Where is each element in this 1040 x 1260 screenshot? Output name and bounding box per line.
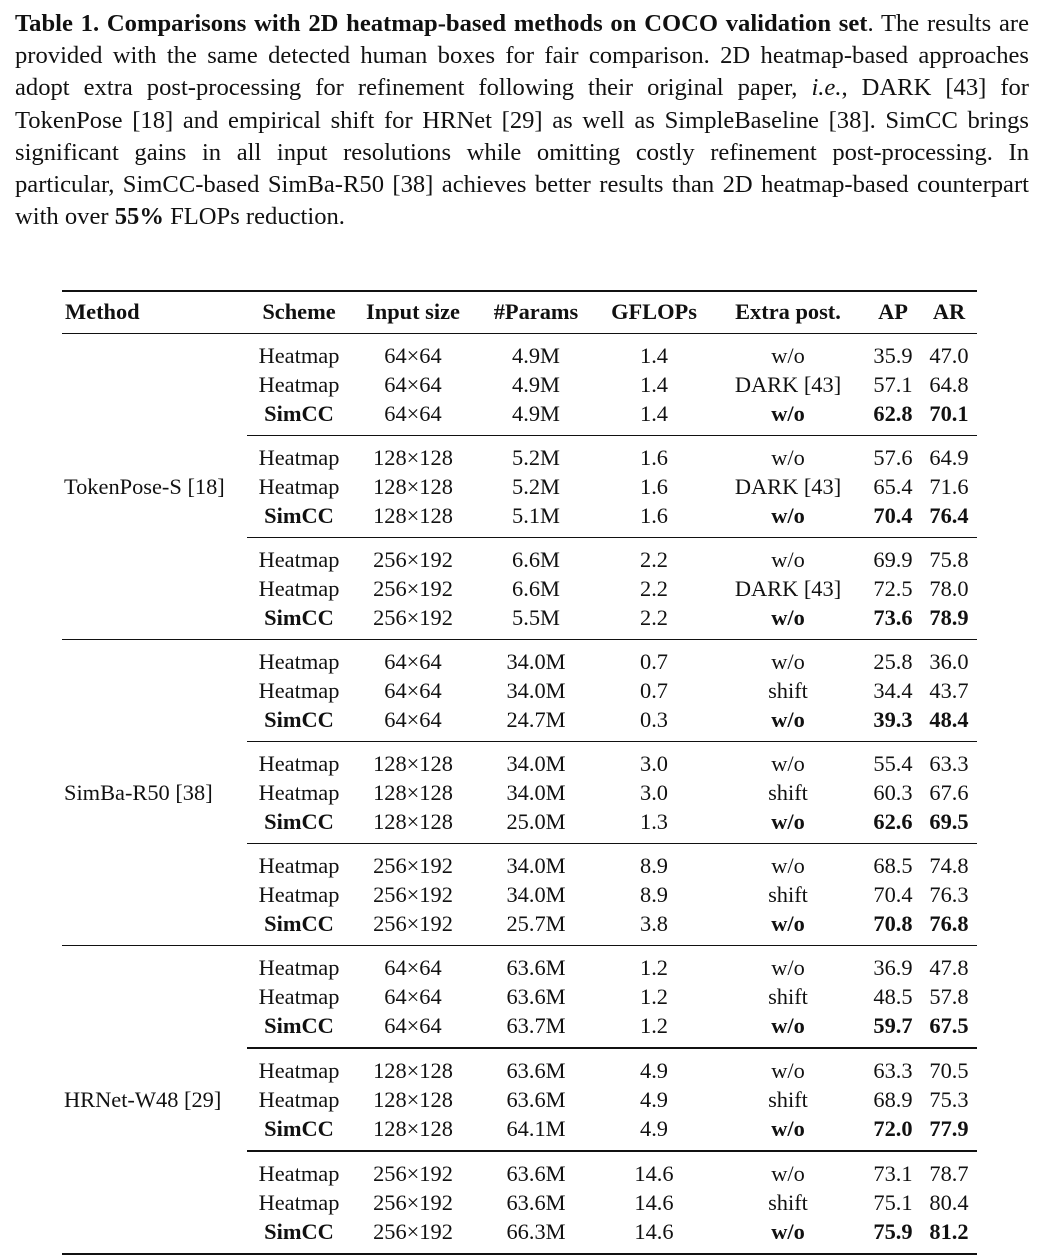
gflops-cell: 1.4 [640, 342, 668, 368]
extra-post-cell: w/o [711, 909, 865, 946]
extra-post-cell: w/o [711, 1011, 865, 1048]
scheme-cell: Heatmap [258, 750, 340, 776]
ar-cell: 67.6 [929, 779, 969, 805]
table-row [62, 945, 977, 982]
params-cell: 6.6M [512, 546, 560, 572]
ap-cell: 72.5 [873, 575, 913, 601]
extra-post-cell: shift [768, 983, 808, 1009]
params-cell: 66.3M [475, 1217, 597, 1254]
extra-post-cell: w/o [711, 501, 865, 538]
params-cell: 4.9M [512, 342, 560, 368]
caption-text-3: FLOPs reduction. [163, 203, 345, 231]
ar-cell: 70.1 [921, 399, 977, 436]
gflops-cell: 1.2 [597, 1011, 711, 1048]
input-size-cell: 128×128 [351, 1114, 475, 1151]
extra-post-cell: w/o [771, 852, 805, 878]
input-size-cell: 64×64 [384, 342, 442, 368]
gflops-cell: 1.6 [640, 473, 668, 499]
extra-post-cell: w/o [771, 1057, 805, 1083]
ap-cell: 72.0 [865, 1114, 921, 1151]
method-name: SimBa-R50 [38] [62, 639, 247, 945]
input-size-cell: 128×128 [351, 501, 475, 538]
caption-percentage: 55% [114, 203, 164, 231]
scheme-cell: Heatmap [258, 881, 340, 907]
ar-cell: 69.5 [921, 807, 977, 844]
input-size-cell: 128×128 [351, 807, 475, 844]
params-cell: 25.0M [475, 807, 597, 844]
input-size-cell: 256×192 [373, 575, 453, 601]
ap-cell: 35.9 [873, 342, 913, 368]
params-cell: 34.0M [506, 677, 566, 703]
table-caption [15, 8, 1029, 233]
input-size-cell: 256×192 [351, 603, 475, 640]
input-size-cell: 64×64 [384, 677, 442, 703]
extra-post-cell: w/o [771, 648, 805, 674]
ap-cell: 70.4 [873, 881, 913, 907]
header-method: Method [62, 291, 247, 333]
params-cell: 34.0M [506, 648, 566, 674]
header-gflops: GFLOPs [597, 291, 711, 333]
caption-text-2: , DARK [43] for TokenPose [18] and empirical shift for HRNet [29] as well as SimpleBaseline [38]. SimCC brings significant gains in all input resolutions while omitting costly refinement post-processing. In particular, SimCC-based SimBa-R50 [38] achieves better results than 2D heatmap-based counterpart with over [15, 74, 1030, 231]
ar-cell: 80.4 [929, 1189, 969, 1215]
input-size-cell: 64×64 [351, 399, 475, 436]
gflops-cell: 8.9 [640, 881, 668, 907]
input-size-cell: 64×64 [384, 371, 442, 397]
scheme-cell: Heatmap [258, 677, 340, 703]
scheme-cell: Heatmap [258, 1160, 340, 1186]
ap-cell: 62.6 [865, 807, 921, 844]
scheme-cell: Heatmap [258, 648, 340, 674]
extra-post-cell: w/o [771, 342, 805, 368]
ap-cell: 70.4 [865, 501, 921, 538]
gflops-cell: 1.2 [640, 954, 668, 980]
ar-cell: 76.8 [921, 909, 977, 946]
extra-post-cell: shift [768, 881, 808, 907]
ap-cell: 34.4 [873, 677, 913, 703]
scheme-cell: Heatmap [258, 473, 340, 499]
ar-cell: 70.5 [929, 1057, 969, 1083]
extra-post-cell: w/o [771, 546, 805, 572]
header-ap: AP [865, 291, 921, 333]
input-size-cell: 128×128 [373, 1057, 453, 1083]
extra-post-cell: shift [768, 677, 808, 703]
ar-cell: 47.0 [929, 342, 969, 368]
input-size-cell: 256×192 [351, 909, 475, 946]
scheme-cell: Heatmap [258, 342, 340, 368]
extra-post-cell: w/o [711, 807, 865, 844]
extra-post-cell: w/o [771, 1160, 805, 1186]
scheme-cell: Heatmap [258, 1057, 340, 1083]
method-block [62, 639, 977, 945]
ap-cell: 73.1 [873, 1160, 913, 1186]
gflops-cell: 4.9 [640, 1057, 668, 1083]
scheme-cell: Heatmap [258, 983, 340, 1009]
scheme-cell: SimCC [247, 1114, 351, 1151]
extra-post-cell: shift [768, 1086, 808, 1112]
ar-cell: 76.3 [929, 881, 969, 907]
gflops-cell: 4.9 [640, 1086, 668, 1112]
params-cell: 24.7M [475, 705, 597, 742]
gflops-cell: 1.2 [640, 983, 668, 1009]
gflops-cell: 0.7 [640, 677, 668, 703]
scheme-cell: Heatmap [258, 575, 340, 601]
params-cell: 63.6M [506, 1160, 566, 1186]
method-name: HRNet-W48 [29] [62, 945, 247, 1254]
ap-cell: 75.9 [865, 1217, 921, 1254]
input-size-cell: 128×128 [373, 444, 453, 470]
gflops-cell: 2.2 [640, 546, 668, 572]
input-size-cell: 64×64 [351, 1011, 475, 1048]
params-cell: 63.6M [506, 1189, 566, 1215]
ap-cell: 62.8 [865, 399, 921, 436]
ap-cell: 57.1 [873, 371, 913, 397]
gflops-cell: 14.6 [634, 1189, 674, 1215]
scheme-cell: SimCC [247, 1217, 351, 1254]
scheme-cell: SimCC [247, 705, 351, 742]
scheme-cell: SimCC [247, 399, 351, 436]
header-extra-post: Extra post. [711, 291, 865, 333]
ar-cell: 78.9 [921, 603, 977, 640]
ap-cell: 60.3 [873, 779, 913, 805]
input-size-cell: 256×192 [373, 1160, 453, 1186]
header-params: #Params [475, 291, 597, 333]
params-cell: 5.1M [475, 501, 597, 538]
ap-cell: 65.4 [873, 473, 913, 499]
header-ar: AR [921, 291, 977, 333]
scheme-cell: SimCC [247, 1011, 351, 1048]
table-row [62, 333, 977, 370]
caption-label: Table 1. [15, 10, 100, 37]
params-cell: 5.2M [512, 473, 560, 499]
gflops-cell: 1.6 [640, 444, 668, 470]
extra-post-cell: w/o [771, 954, 805, 980]
params-cell: 63.6M [506, 1057, 566, 1083]
ap-cell: 75.1 [873, 1189, 913, 1215]
params-cell: 34.0M [506, 852, 566, 878]
method-name: TokenPose-S [18] [62, 333, 247, 639]
input-size-cell: 256×192 [373, 881, 453, 907]
extra-post-cell: w/o [711, 603, 865, 640]
ap-cell: 73.6 [865, 603, 921, 640]
params-cell: 63.6M [506, 1086, 566, 1112]
input-size-cell: 128×128 [373, 473, 453, 499]
extra-post-cell: w/o [711, 1114, 865, 1151]
extra-post-cell: w/o [711, 705, 865, 742]
input-size-cell: 64×64 [384, 983, 442, 1009]
input-size-cell: 128×128 [373, 1086, 453, 1112]
params-cell: 6.6M [512, 575, 560, 601]
gflops-cell: 14.6 [634, 1160, 674, 1186]
scheme-cell: Heatmap [258, 546, 340, 572]
ar-cell: 81.2 [921, 1217, 977, 1254]
ar-cell: 48.4 [921, 705, 977, 742]
scheme-cell: Heatmap [258, 1086, 340, 1112]
caption-text-1: . The results are provided with the same detected human boxes for fair comparison. 2D heatmap-based approaches adopt extra post-processing for refinement following their original paper, [15, 10, 1030, 102]
gflops-cell: 0.7 [640, 648, 668, 674]
header-row [62, 291, 977, 333]
scheme-cell: Heatmap [258, 954, 340, 980]
input-size-cell: 64×64 [384, 648, 442, 674]
caption-ie: i.e. [811, 74, 842, 102]
method-block [62, 333, 977, 639]
gflops-cell: 2.2 [597, 603, 711, 640]
params-cell: 63.6M [506, 983, 566, 1009]
extra-post-cell: w/o [771, 750, 805, 776]
input-size-cell: 64×64 [351, 705, 475, 742]
ar-cell: 76.4 [921, 501, 977, 538]
ar-cell: 75.8 [929, 546, 969, 572]
ar-cell: 36.0 [929, 648, 969, 674]
ap-cell: 69.9 [873, 546, 913, 572]
params-cell: 63.7M [475, 1011, 597, 1048]
method-block [62, 945, 977, 1254]
scheme-cell: SimCC [247, 603, 351, 640]
params-cell: 34.0M [506, 750, 566, 776]
gflops-cell: 0.3 [597, 705, 711, 742]
scheme-cell: Heatmap [258, 444, 340, 470]
header-input-size: Input size [351, 291, 475, 333]
input-size-cell: 64×64 [384, 954, 442, 980]
gflops-cell: 8.9 [640, 852, 668, 878]
results-table [62, 290, 977, 1255]
extra-post-cell: shift [768, 1189, 808, 1215]
input-size-cell: 256×192 [373, 1189, 453, 1215]
ap-cell: 70.8 [865, 909, 921, 946]
scheme-cell: SimCC [247, 501, 351, 538]
params-cell: 4.9M [512, 371, 560, 397]
params-cell: 5.5M [475, 603, 597, 640]
ar-cell: 77.9 [921, 1114, 977, 1151]
input-size-cell: 256×192 [373, 852, 453, 878]
input-size-cell: 256×192 [373, 546, 453, 572]
params-cell: 34.0M [506, 779, 566, 805]
table-row [62, 639, 977, 676]
caption-title: Comparisons with 2D heatmap-based methods on COCO validation set [106, 10, 868, 37]
ap-cell: 25.8 [873, 648, 913, 674]
scheme-cell: Heatmap [258, 779, 340, 805]
scheme-cell: SimCC [247, 909, 351, 946]
extra-post-cell: shift [768, 779, 808, 805]
ap-cell: 48.5 [873, 983, 913, 1009]
gflops-cell: 3.0 [640, 750, 668, 776]
ar-cell: 78.0 [929, 575, 969, 601]
params-cell: 63.6M [506, 954, 566, 980]
gflops-cell: 1.4 [597, 399, 711, 436]
input-size-cell: 256×192 [351, 1217, 475, 1254]
gflops-cell: 3.0 [640, 779, 668, 805]
scheme-cell: Heatmap [258, 852, 340, 878]
ar-cell: 78.7 [929, 1160, 969, 1186]
params-cell: 4.9M [475, 399, 597, 436]
scheme-cell: SimCC [247, 807, 351, 844]
input-size-cell: 128×128 [373, 750, 453, 776]
ar-cell: 57.8 [929, 983, 969, 1009]
params-cell: 64.1M [475, 1114, 597, 1151]
scheme-cell: Heatmap [258, 371, 340, 397]
ap-cell: 39.3 [865, 705, 921, 742]
gflops-cell: 14.6 [597, 1217, 711, 1254]
ar-cell: 67.5 [921, 1011, 977, 1048]
gflops-cell: 1.3 [597, 807, 711, 844]
params-cell: 34.0M [506, 881, 566, 907]
ar-cell: 63.3 [929, 750, 969, 776]
ap-cell: 57.6 [873, 444, 913, 470]
gflops-cell: 1.4 [640, 371, 668, 397]
gflops-cell: 4.9 [597, 1114, 711, 1151]
extra-post-cell: DARK [43] [734, 575, 842, 601]
extra-post-cell: DARK [43] [734, 473, 842, 499]
ap-cell: 55.4 [873, 750, 913, 776]
ar-cell: 64.9 [929, 444, 969, 470]
extra-post-cell: DARK [43] [734, 371, 842, 397]
gflops-cell: 1.6 [597, 501, 711, 538]
ar-cell: 47.8 [929, 954, 969, 980]
ap-cell: 36.9 [873, 954, 913, 980]
params-cell: 5.2M [512, 444, 560, 470]
extra-post-cell: w/o [711, 1217, 865, 1254]
params-cell: 25.7M [475, 909, 597, 946]
extra-post-cell: w/o [771, 444, 805, 470]
extra-post-cell: w/o [711, 399, 865, 436]
input-size-cell: 128×128 [373, 779, 453, 805]
ap-cell: 68.9 [873, 1086, 913, 1112]
ap-cell: 59.7 [865, 1011, 921, 1048]
header-scheme: Scheme [247, 291, 351, 333]
ar-cell: 64.8 [929, 371, 969, 397]
gflops-cell: 2.2 [640, 575, 668, 601]
ar-cell: 71.6 [929, 473, 969, 499]
scheme-cell: Heatmap [258, 1189, 340, 1215]
ap-cell: 63.3 [873, 1057, 913, 1083]
ar-cell: 75.3 [929, 1086, 969, 1112]
ap-cell: 68.5 [873, 852, 913, 878]
ar-cell: 74.8 [929, 852, 969, 878]
ar-cell: 43.7 [929, 677, 969, 703]
gflops-cell: 3.8 [597, 909, 711, 946]
